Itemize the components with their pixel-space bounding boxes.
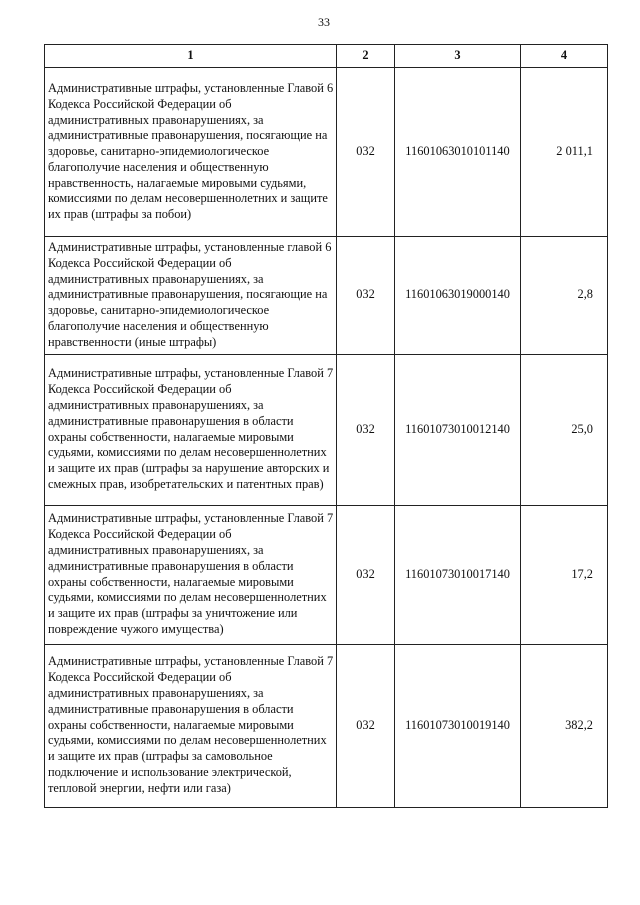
row-admin-code: 032 [337,68,395,237]
row-admin-code: 032 [337,237,395,355]
table-row [45,505,608,644]
row-admin-code: 032 [337,644,395,807]
row-description: Административные штрафы, установленные Главой 7 Кодекса Российской Федерации об административных правонарушениях, за административные правонарушения в области охраны собственности, налагаемые мировыми судьями, комиссиями по делам несовершеннолетних и защите их прав (штрафы за самовольное подключение и использование электрической, тепловой энергии, нефти или газа) [45,644,337,807]
row-amount: 382,2 [521,644,608,807]
header-row [45,45,608,68]
row-budget-code: 11601073010017140 [395,505,521,644]
row-description: Административные штрафы, установленные Главой 6 Кодекса Российской Федерации об административных правонарушениях, за административные правонарушения, посягающие на здоровье, санитарно-эпидемиологическое благополучие населения и общественную нравственность, налагаемые мировыми судьями, комиссиями по делам несовершеннолетних и защите их прав (штрафы за побои) [45,68,337,237]
budget-table [44,44,608,808]
table-header [45,45,608,68]
table-row [45,354,608,505]
row-amount: 2 011,1 [521,68,608,237]
row-admin-code: 032 [337,354,395,505]
table-row [45,68,608,237]
row-amount: 17,2 [521,505,608,644]
table-row [45,644,608,807]
row-description: Административные штрафы, установленные главой 6 Кодекса Российской Федерации об административных правонарушениях, за административные правонарушения, посягающие на здоровье, санитарно-эпидемиологическое благополучие населения и общественную нравственности (иные штрафы) [45,237,337,355]
column-header-1: 1 [45,45,337,68]
row-amount: 25,0 [521,354,608,505]
row-budget-code: 11601063019000140 [395,237,521,355]
row-budget-code: 11601063010101140 [395,68,521,237]
row-description: Административные штрафы, установленные Главой 7 Кодекса Российской Федерации об административных правонарушениях, за административные правонарушения в области охраны собственности, налагаемые мировыми судьями, комиссиями по делам несовершеннолетних и защите их прав (штрафы за нарушение авторских и смежных прав, изобретательских и патентных прав) [45,354,337,505]
column-header-2: 2 [337,45,395,68]
row-budget-code: 11601073010012140 [395,354,521,505]
table-body [45,68,608,808]
row-description: Административные штрафы, установленные Главой 7 Кодекса Российской Федерации об административных правонарушениях, за административные правонарушения в области охраны собственности, налагаемые мировыми судьями, комиссиями по делам несовершеннолетних и защите их прав (штрафы за уничтожение или повреждение чужого имущества) [45,505,337,644]
row-amount: 2,8 [521,237,608,355]
row-budget-code: 11601073010019140 [395,644,521,807]
column-header-4: 4 [521,45,608,68]
column-header-3: 3 [395,45,521,68]
table-row [45,237,608,355]
row-admin-code: 032 [337,505,395,644]
page-number: 33 [318,15,330,29]
